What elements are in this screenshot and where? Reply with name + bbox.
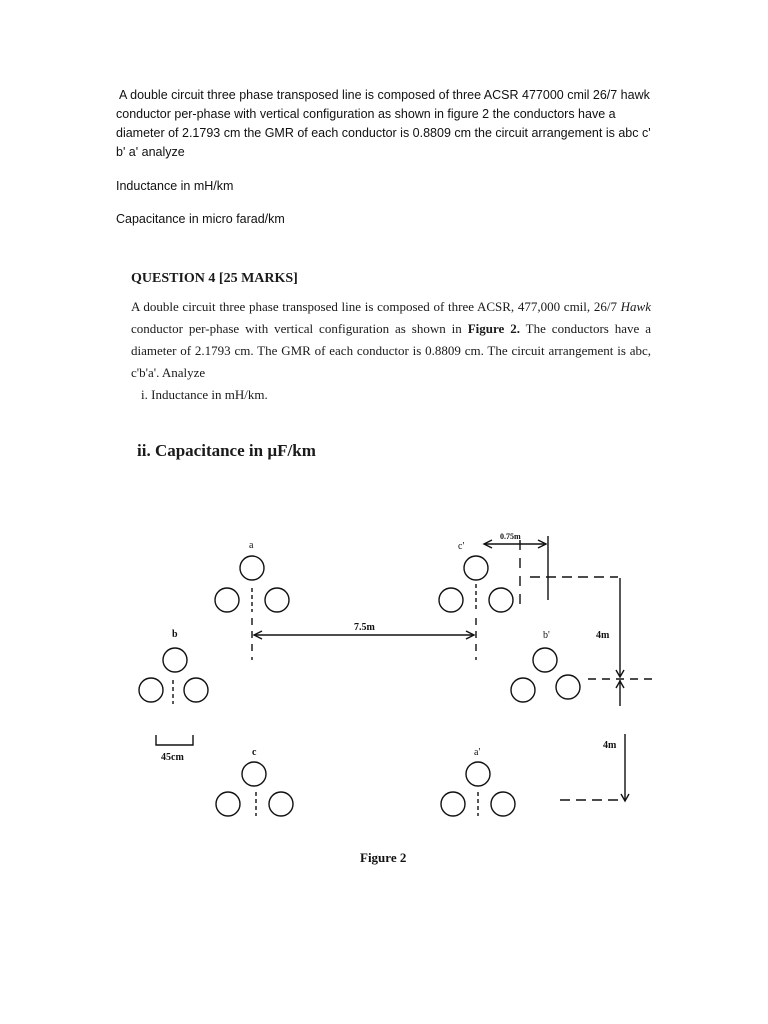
conductor	[533, 648, 557, 672]
conductor-bundle-c	[216, 762, 293, 816]
conductor-bundle-a	[215, 556, 289, 612]
question-body-bold: Figure 2.	[467, 321, 520, 336]
label-top-offset: 0.75m	[500, 532, 521, 541]
typed-question-paragraph: A double circuit three phase transposed line is composed of three ACSR 477000 cmil 26/7 hawk conductor per-phase with vertical configuration as shown in figure 2 the conductors have a diameter of 2.1793 cm the GMR of each conductor is 0.8809 cm the circuit arrangement is abc c' b' a' analyze	[116, 88, 651, 159]
conductor	[240, 556, 264, 580]
question-item-i: i. Inductance in mH/km.	[141, 387, 268, 402]
conductor	[139, 678, 163, 702]
conductor	[489, 588, 513, 612]
figure-caption: Figure 2	[360, 850, 407, 865]
question-body-mid: conductor per-phase with vertical configuration as shown in	[131, 321, 468, 336]
dimension-45cm	[156, 735, 193, 745]
label-bundle-spacing: 45cm	[161, 752, 184, 763]
label-c-prime: c'	[458, 541, 465, 552]
conductor	[466, 762, 490, 786]
question-body-italic: Hawk	[620, 299, 651, 314]
conductor	[265, 588, 289, 612]
conductor	[184, 678, 208, 702]
question-body-prefix: A double circuit three phase transposed line is composed of three ACSR, 477,000 cmil, 26/7	[131, 299, 621, 314]
label-b: b	[172, 629, 178, 640]
conductor	[439, 588, 463, 612]
conductor	[491, 792, 515, 816]
conductor-bundle-b-prime	[511, 648, 580, 702]
question-body-suffix: The conductors have a diameter of 2.1793 cm. The GMR of each conductor is 0.8809 cm. The circuit arrangement is abc, c'b'a'. Analyze	[131, 321, 652, 380]
conductor	[242, 762, 266, 786]
conductor	[464, 556, 488, 580]
label-vertical-spacing-lower: 4m	[603, 740, 617, 751]
typed-capacitance-line: Capacitance in micro farad/km	[116, 212, 285, 226]
conductor	[511, 678, 535, 702]
conductor	[441, 792, 465, 816]
conductor	[216, 792, 240, 816]
label-a: a	[249, 540, 254, 551]
label-b-prime: b'	[543, 630, 550, 641]
label-vertical-spacing-upper: 4m	[596, 630, 610, 641]
conductor	[269, 792, 293, 816]
conductor-bundle-a-prime	[441, 762, 515, 816]
conductor-bundle-b	[139, 648, 208, 704]
typed-inductance-line: Inductance in mH/km	[116, 179, 234, 193]
question-title: QUESTION 4 [25 MARKS]	[131, 271, 298, 286]
conductor	[163, 648, 187, 672]
label-a-prime: a'	[474, 747, 481, 758]
conductor-bundle-c-prime	[439, 556, 513, 612]
conductor	[215, 588, 239, 612]
question-item-ii: ii. Capacitance in µF/km	[137, 441, 316, 460]
conductor	[556, 675, 580, 699]
label-horizontal-spacing: 7.5m	[354, 622, 375, 633]
label-c: c	[252, 747, 257, 758]
